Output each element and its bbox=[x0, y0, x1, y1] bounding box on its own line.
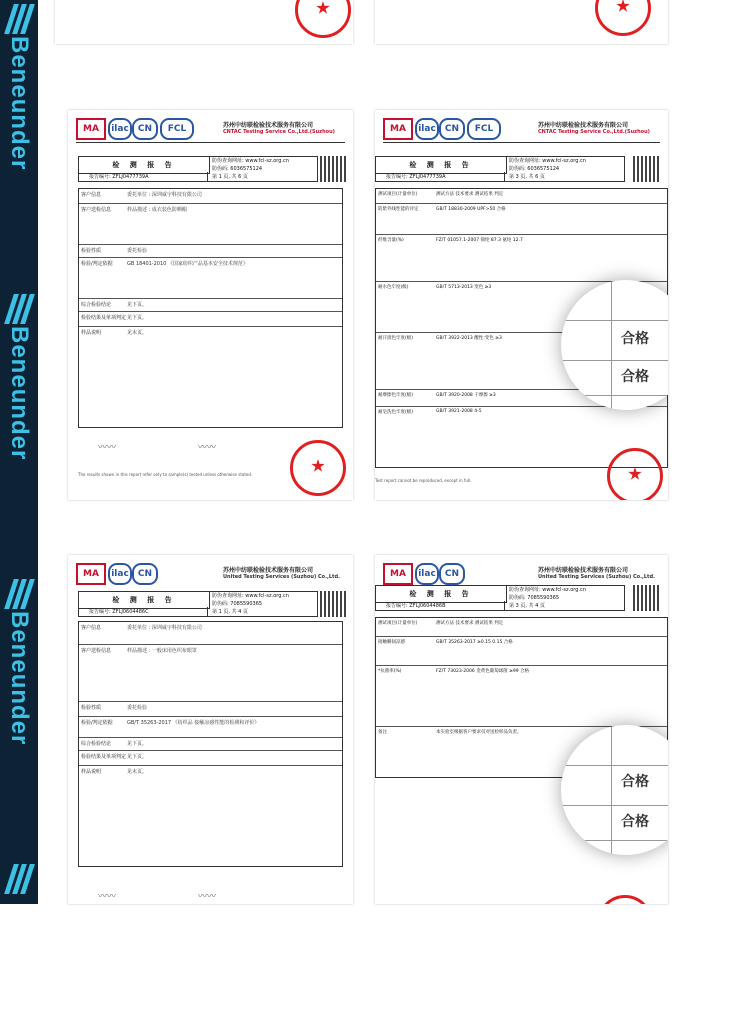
qr-code-icon bbox=[320, 156, 346, 182]
cnas-logo-icon: CN bbox=[439, 118, 465, 140]
table-row: 客户信息 委托单位 : 深圳威宇科技有限公司 bbox=[79, 622, 342, 645]
report-meta: 防伪查询网址: www.fcl-sz.org.cn 防伪码: 6036575124 第 3 页, 共 6 页 bbox=[505, 156, 625, 182]
table-row: 检验性质 委托检验 bbox=[79, 702, 342, 717]
brand-block bbox=[0, 0, 38, 170]
lab-address-line bbox=[76, 142, 345, 143]
brand-block bbox=[0, 290, 38, 460]
test-report-page bbox=[68, 555, 353, 904]
report-number: 报告编号: ZFLJ0477739A bbox=[78, 172, 208, 182]
table-row: 备注 本实验室根据客户要求仅对送检样品负责。 bbox=[378, 730, 522, 735]
test-report-page bbox=[68, 110, 353, 500]
report-page-fragment bbox=[55, 0, 353, 44]
report-page-fragment bbox=[375, 0, 668, 44]
fcl-logo-icon: FCL bbox=[160, 118, 194, 140]
pass-label: 合格 bbox=[621, 369, 649, 385]
cma-logo-icon: MA bbox=[383, 563, 413, 585]
brand-name: Beneunder bbox=[6, 325, 33, 460]
ilac-logo-icon: ilac bbox=[108, 118, 132, 140]
report-number: 报告编号: ZFLJ0477739A bbox=[375, 172, 505, 182]
brand-logo-icon bbox=[7, 0, 31, 34]
qr-code-icon bbox=[633, 156, 659, 182]
table-row: 客户送检信息 样品描述 : 一般床用色织布眼罩 bbox=[79, 645, 342, 702]
table-row: 样品说明 见末页。 bbox=[81, 330, 148, 336]
report-title: 检 测 报 告 bbox=[78, 156, 210, 174]
table-row: 检验/判定依据 GB/T 35263-2017 《纺织品 接触凉感性能的检测和评价》 bbox=[79, 717, 342, 738]
table-row: 测试项目(计量单位) 测试方法 技术要求 测试结果 判定 bbox=[376, 618, 667, 637]
table-row: 耐摩擦色牢度(级) GB/T 3920-2008 干摩擦 ≥3 bbox=[376, 390, 667, 407]
cma-logo-icon: MA bbox=[383, 118, 413, 140]
pass-label: 合格 bbox=[621, 774, 649, 790]
signature: 〰〰 bbox=[98, 443, 117, 453]
table-row: 综合检验结论 见下页。 bbox=[79, 299, 342, 312]
table-row: 客户信息 委托单位 : 深圳威宇科技有限公司 bbox=[79, 189, 342, 204]
report-header bbox=[383, 118, 660, 152]
brand-block bbox=[0, 860, 38, 1030]
report-header bbox=[76, 118, 345, 152]
cnas-logo-icon: CN bbox=[439, 563, 465, 585]
table-row: 耐汗渍色牢度(级) GB/T 3922-2013 酸性:变色 ≥3 bbox=[376, 333, 667, 390]
pass-label: 合格 bbox=[621, 814, 649, 830]
test-report-page bbox=[375, 555, 668, 904]
brand-block bbox=[0, 575, 38, 745]
report-number: 报告编号: ZFLJ0604486B bbox=[375, 601, 505, 611]
report-info-table bbox=[78, 621, 343, 867]
table-row: 耐皂洗色牢度(级) GB/T 3921-2008 4-5 bbox=[378, 409, 482, 415]
table-row: 检验/判定依据 GB 18401-2010 《国家纺织产品基本安全技术规范》 bbox=[79, 258, 342, 299]
table-row: 客户送检信息 样品描述 : 成衣装色防晒帽 bbox=[79, 204, 342, 245]
cma-logo-icon: MA bbox=[76, 118, 106, 140]
signature: 〰〰 bbox=[198, 443, 217, 453]
cnas-logo-icon: CN bbox=[132, 118, 158, 140]
table-row: 防紫外线性能的评定 GB/T 18830-2009 UPF>50 合格 bbox=[376, 204, 667, 235]
lab-name: 苏州中纺联检验技术服务有限公司 CNTAC Testing Service Co.,Ltd.(Suzhou) bbox=[538, 122, 650, 135]
report-number: 报告编号: ZFLJ0604486C bbox=[78, 607, 208, 617]
report-meta: 防伪查询网址: www.fcl-sz.org.cn 防伪码: 7085590365 第 3 页, 共 4 页 bbox=[505, 585, 625, 611]
table-row: *抗菌率(%) FZ/T 73023-2006 金黄色葡萄球菌 ≥99 合格 bbox=[376, 666, 667, 727]
ilac-logo-icon: ilac bbox=[415, 118, 439, 140]
lab-name: 苏州中纺联检验技术服务有限公司 United Testing Services (Suzhou) Co.,Ltd. bbox=[223, 567, 340, 580]
report-footnote: Test report cannot be reproduced, except in full. bbox=[375, 478, 472, 483]
red-seal-icon bbox=[290, 440, 346, 496]
red-seal-icon bbox=[607, 448, 663, 500]
signature: 〰〰 bbox=[198, 892, 217, 902]
brand-strip bbox=[0, 0, 38, 904]
qr-code-icon bbox=[320, 591, 346, 617]
lab-name: 苏州中纺联检验技术服务有限公司 United Testing Services (Suzhou) Co.,Ltd. bbox=[538, 567, 655, 580]
brand-logo-icon bbox=[7, 860, 31, 896]
table-row: 样品说明 见末页。 bbox=[81, 769, 148, 775]
test-report-page bbox=[375, 110, 668, 500]
red-seal-icon bbox=[597, 895, 653, 904]
red-seal-icon bbox=[595, 0, 651, 36]
table-row: 综合检验结论 见下页。 bbox=[79, 738, 342, 751]
table-row: 纤维含量(%) FZ/T 01057.1-2007 锦纶 87.3 氨纶 12.7 bbox=[376, 235, 667, 282]
report-info-table bbox=[78, 188, 343, 428]
report-meta: 防伪查询网址: www.fcl-sz.org.cn 防伪码: 7085590365 第 1 页, 共 4 页 bbox=[208, 591, 318, 617]
cnas-logo-icon: CN bbox=[132, 563, 158, 585]
signature: 〰〰 bbox=[98, 892, 117, 902]
report-footnote: The results shown in this report refer only to sample(s) tested unless otherwise stated. bbox=[78, 472, 253, 477]
table-row: 接触瞬间凉感 GB/T 35263-2017 ≥0.15 0.15 合格 bbox=[376, 637, 667, 666]
report-title: 检 测 报 告 bbox=[375, 156, 507, 174]
brand-logo-icon bbox=[7, 575, 31, 609]
table-row: 检验结果及单项判定 见下页。 bbox=[79, 312, 342, 327]
fcl-logo-icon: FCL bbox=[467, 118, 501, 140]
report-title: 检 测 报 告 bbox=[78, 591, 210, 609]
table-row: 检验结果及单项判定 见下页。 bbox=[79, 751, 342, 766]
brand-name: Beneunder bbox=[6, 35, 33, 170]
table-row: 测试项目(计量单位) 测试方法 技术要求 测试结果 判定 bbox=[376, 189, 667, 204]
lab-name: 苏州中纺联检验技术服务有限公司 CNTAC Testing Service Co.,Ltd.(Suzhou) bbox=[223, 122, 335, 135]
ilac-logo-icon: ilac bbox=[108, 563, 132, 585]
report-meta: 防伪查询网址: www.fcl-sz.org.cn 防伪码: 6036575124 第 1 页, 共 6 页 bbox=[208, 156, 318, 182]
table-row: 检验性质 委托检验 bbox=[79, 245, 342, 258]
lab-address-line bbox=[383, 142, 660, 143]
ilac-logo-icon: ilac bbox=[415, 563, 439, 585]
qr-code-icon bbox=[633, 585, 659, 611]
red-seal-icon bbox=[295, 0, 351, 38]
table-row: 耐水色牢度(级) GB/T 5713-2013 变色 ≥3 bbox=[376, 282, 667, 333]
brand-logo-icon bbox=[7, 290, 31, 324]
cma-logo-icon: MA bbox=[76, 563, 106, 585]
pass-label: 合格 bbox=[621, 331, 649, 347]
report-title: 检 测 报 告 bbox=[375, 585, 507, 603]
brand-name: Beneunder bbox=[6, 610, 33, 745]
